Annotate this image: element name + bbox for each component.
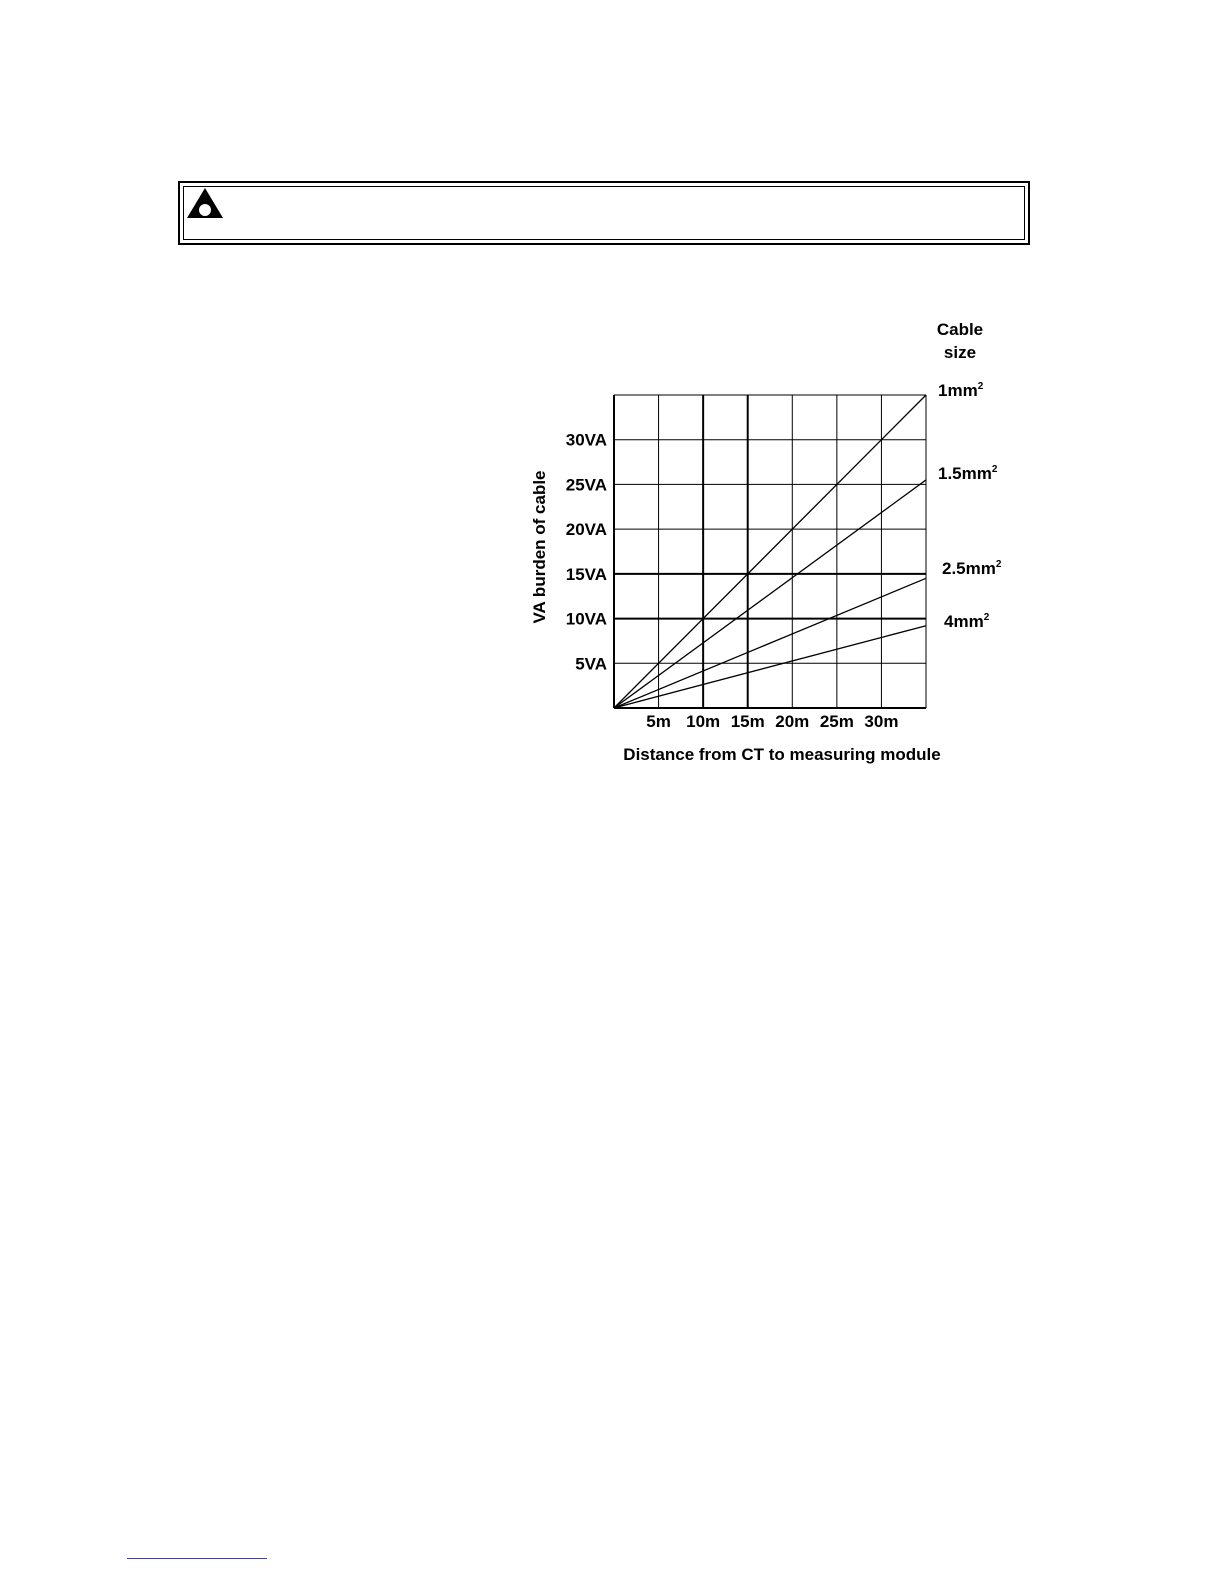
x-tick-label: 10m <box>686 712 721 731</box>
x-tick-label: 20m <box>775 712 810 731</box>
series-line-4 <box>614 626 926 708</box>
y-tick-label: 25VA <box>565 475 607 495</box>
legend-title-line-1: Cable <box>936 320 984 339</box>
x-tick-label: 5m <box>646 712 671 731</box>
y-axis-label: VA burden of cable <box>530 470 549 624</box>
y-tick-label: 15VA <box>565 564 607 584</box>
series-labels <box>938 381 1002 631</box>
x-tick-label: 30m <box>864 712 899 731</box>
series-label-4: $4mm^2$ <box>944 612 990 631</box>
series-line-2 <box>614 480 926 708</box>
y-tick-label: 20VA <box>565 520 607 540</box>
x-tick-label: 15m <box>730 712 765 731</box>
y-tick-label: 5VA <box>575 654 607 674</box>
legend-title-line-2: size <box>943 343 977 362</box>
y-tick-label: 10VA <box>565 609 607 629</box>
series-label-3: $2.5mm^2$ <box>942 559 1002 578</box>
series-line-1 <box>614 395 926 708</box>
y-tick-label: 30VA <box>565 430 607 450</box>
footnote-rule <box>127 1558 267 1559</box>
series-line-3 <box>614 578 926 708</box>
series-label-2: $1.5mm^2$ <box>938 464 998 483</box>
chart-ticks <box>566 431 899 731</box>
chart-series <box>614 395 926 708</box>
x-tick-label: 25m <box>819 712 854 731</box>
series-label-1: $1mm^2$ <box>938 381 984 400</box>
x-axis-label: Distance from CT to measuring module <box>623 745 941 764</box>
